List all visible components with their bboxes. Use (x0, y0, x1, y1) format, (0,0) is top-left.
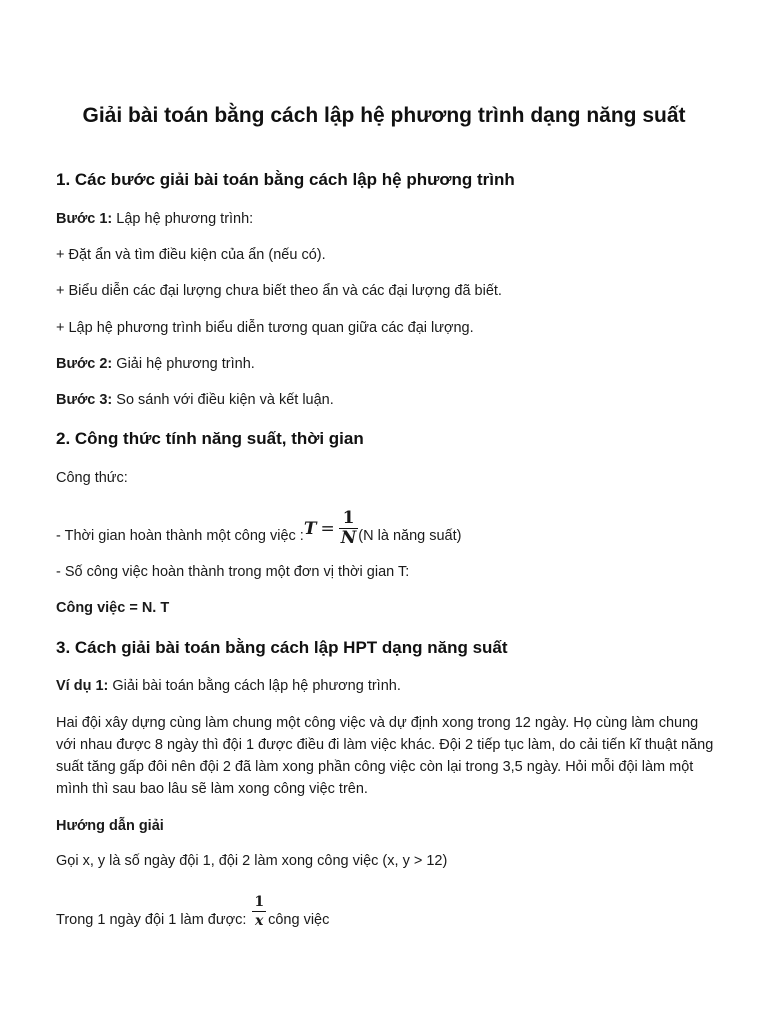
step1-text: Lập hệ phương trình: (112, 211, 254, 227)
step2-text: Giải hệ phương trình. (112, 356, 255, 372)
problem-paragraph: Hai đội xây dựng cùng làm chung một công việc và dự định xong trong 12 ngày. Họ cùng làm chung với nhau được 8 ngày thì đội 1 được điều đi làm việc khác. Đội 2 tiếp tục làm, do cải tiến kĩ thuật năng suất tăng gấp đôi nên đội 2 đã làm xong phần công việc còn lại trong 3,5 ngày. Hỏi mỗi đội làm một mình thì sau bao lâu sẽ làm xong công việc trên. (56, 715, 714, 797)
page-title: Giải bài toán bằng cách lập hệ phương trình dạng năng suất (82, 104, 686, 127)
guide-heading: Hướng dẫn giải (56, 818, 164, 834)
formula-fraction (339, 509, 359, 548)
day1-denominator: x (252, 911, 266, 930)
day1-text: Trong 1 ngày đội 1 làm được: (56, 912, 247, 928)
formula-intro: Công thức: (56, 470, 128, 486)
day1-fraction (252, 893, 266, 930)
section1-heading: 1. Các bước giải bài toán bằng cách lập hệ phương trình (56, 170, 515, 189)
let-line: Gọi x, y là số ngày đội 1, đội 2 làm xong công việc (x, y > 12) (56, 853, 448, 869)
step1-line (56, 211, 253, 227)
work-text: - Số công việc hoàn thành trong một đơn vị thời gian T: (56, 564, 410, 580)
formula-denominator: N (340, 528, 357, 548)
time-formula-line (56, 500, 461, 550)
bullet-2: + Biểu diễn các đại lượng chưa biết theo ẩn và các đại lượng đã biết. (56, 283, 502, 299)
day1-suffix: công việc (268, 912, 330, 928)
formula-lhs: T (303, 518, 317, 539)
step3-line (56, 392, 334, 408)
time-formula (304, 509, 358, 550)
step3-label: Bước 3: (56, 392, 113, 408)
formula-numerator: 1 (342, 508, 355, 528)
step3-text: So sánh với điều kiện và kết luận. (112, 392, 334, 408)
section2-heading: 2. Công thức tính năng suất, thời gian (56, 429, 364, 448)
day1-numerator: 1 (254, 894, 265, 910)
example-text: Giải bài toán bằng cách lập hệ phương trình. (108, 678, 401, 694)
formula-equals: = (320, 518, 335, 539)
step2-label: Bước 2: (56, 356, 113, 372)
bullet-3: + Lập hệ phương trình biểu diễn tương quan giữa các đại lượng. (56, 320, 474, 336)
time-note: (N là năng suất) (358, 528, 462, 544)
day1-line (56, 884, 329, 930)
section3-heading: 3. Cách giải bài toán bằng cách lập HPT dạng năng suất (56, 638, 508, 657)
time-text: - Thời gian hoàn thành một công việc : (56, 528, 304, 544)
bullet-1: + Đặt ẩn và tìm điều kiện của ẩn (nếu có). (56, 247, 326, 263)
example-label: Ví dụ 1: (56, 678, 109, 694)
step2-line (56, 356, 255, 372)
example-line (56, 678, 401, 694)
work-formula: Công việc = N. T (56, 600, 170, 616)
step1-label: Bước 1: (56, 211, 113, 227)
